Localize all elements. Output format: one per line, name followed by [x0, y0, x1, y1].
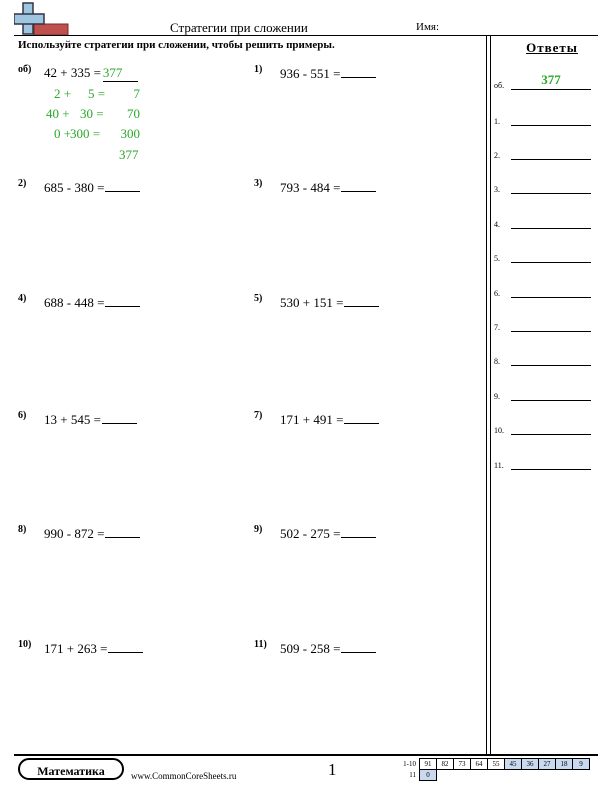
page-number: 1	[328, 760, 337, 779]
answer-line[interactable]	[511, 159, 591, 160]
answer-line[interactable]	[511, 193, 591, 194]
example-expression: 42 + 335 = 377	[44, 65, 138, 82]
answer-row-9[interactable]: 9.	[494, 387, 594, 401]
answer-row-2[interactable]: 2.	[494, 146, 594, 160]
answer-blank[interactable]	[341, 179, 376, 192]
answer-blank[interactable]	[105, 525, 140, 538]
answer-blank[interactable]	[341, 640, 376, 653]
site-url: www.CommonCoreSheets.ru	[131, 771, 237, 781]
answer-blank[interactable]	[341, 65, 376, 78]
example-label: об)	[18, 64, 32, 75]
example-total: 377	[119, 147, 139, 162]
score-cell: 82	[437, 759, 454, 770]
answers-header: Ответы	[526, 40, 578, 55]
answer-blank[interactable]	[344, 294, 379, 307]
answer-line[interactable]	[511, 434, 591, 435]
score-cell: 36	[522, 759, 539, 770]
example-step-3: 0 + 300 = 300	[54, 126, 140, 141]
answer-line[interactable]	[511, 469, 591, 470]
score-row: 11 0	[388, 770, 590, 781]
score-cell: 55	[488, 759, 505, 770]
name-label: Имя:	[416, 21, 440, 33]
score-row: 1-10 91 82 73 64 55 45 36 27 18 9	[388, 759, 590, 770]
answer-line[interactable]	[511, 125, 591, 126]
answer-blank[interactable]	[105, 179, 140, 192]
answer-panel-divider-inner	[490, 36, 491, 754]
answer-line[interactable]	[511, 262, 591, 263]
answer-blank[interactable]	[344, 411, 379, 424]
example-answer: 377	[103, 65, 138, 82]
answer-blank[interactable]	[105, 294, 140, 307]
answer-line[interactable]	[511, 400, 591, 401]
score-cell: 91	[420, 759, 437, 770]
instructions: Используйте стратегии при сложении, чтобы решить примеры.	[18, 39, 335, 51]
answer-blank[interactable]	[108, 640, 143, 653]
answer-line[interactable]	[511, 365, 591, 366]
answer-blank[interactable]	[341, 525, 376, 538]
example-step-1: 2 + 5 = 7	[54, 86, 140, 101]
footer-divider	[14, 754, 598, 756]
brand-badge: Математика	[18, 758, 124, 780]
score-cell: 0	[420, 770, 437, 781]
header-divider	[14, 35, 598, 36]
score-cell: 9	[573, 759, 590, 770]
answer-value: 377	[541, 72, 561, 87]
answer-row-8[interactable]: 8.	[494, 352, 594, 366]
answer-row-11[interactable]: 11.	[494, 456, 594, 470]
answer-row-6[interactable]: 6.	[494, 284, 594, 298]
answer-blank[interactable]	[102, 411, 137, 424]
answer-row-7[interactable]: 7.	[494, 318, 594, 332]
worksheet-title: Стратегии при сложении	[170, 20, 308, 35]
answer-row-4[interactable]: 4.	[494, 215, 594, 229]
answer-row-example: об. 377	[494, 76, 594, 90]
answer-row-10[interactable]: 10.	[494, 421, 594, 435]
score-cell: 45	[505, 759, 522, 770]
score-table	[388, 758, 590, 781]
answer-panel-divider	[486, 36, 487, 754]
answer-line[interactable]	[511, 228, 591, 229]
score-cell: 64	[471, 759, 488, 770]
score-cell: 27	[539, 759, 556, 770]
score-cell: 18	[556, 759, 573, 770]
answer-row-1[interactable]: 1.	[494, 112, 594, 126]
answer-line[interactable]	[511, 331, 591, 332]
answer-row-3[interactable]: 3.	[494, 180, 594, 194]
score-cell: 73	[454, 759, 471, 770]
answer-row-5[interactable]: 5.	[494, 249, 594, 263]
example-step-2: 40 + 30 = 70	[46, 106, 140, 121]
answer-line[interactable]	[511, 297, 591, 298]
plus-logo-icon	[14, 2, 70, 36]
